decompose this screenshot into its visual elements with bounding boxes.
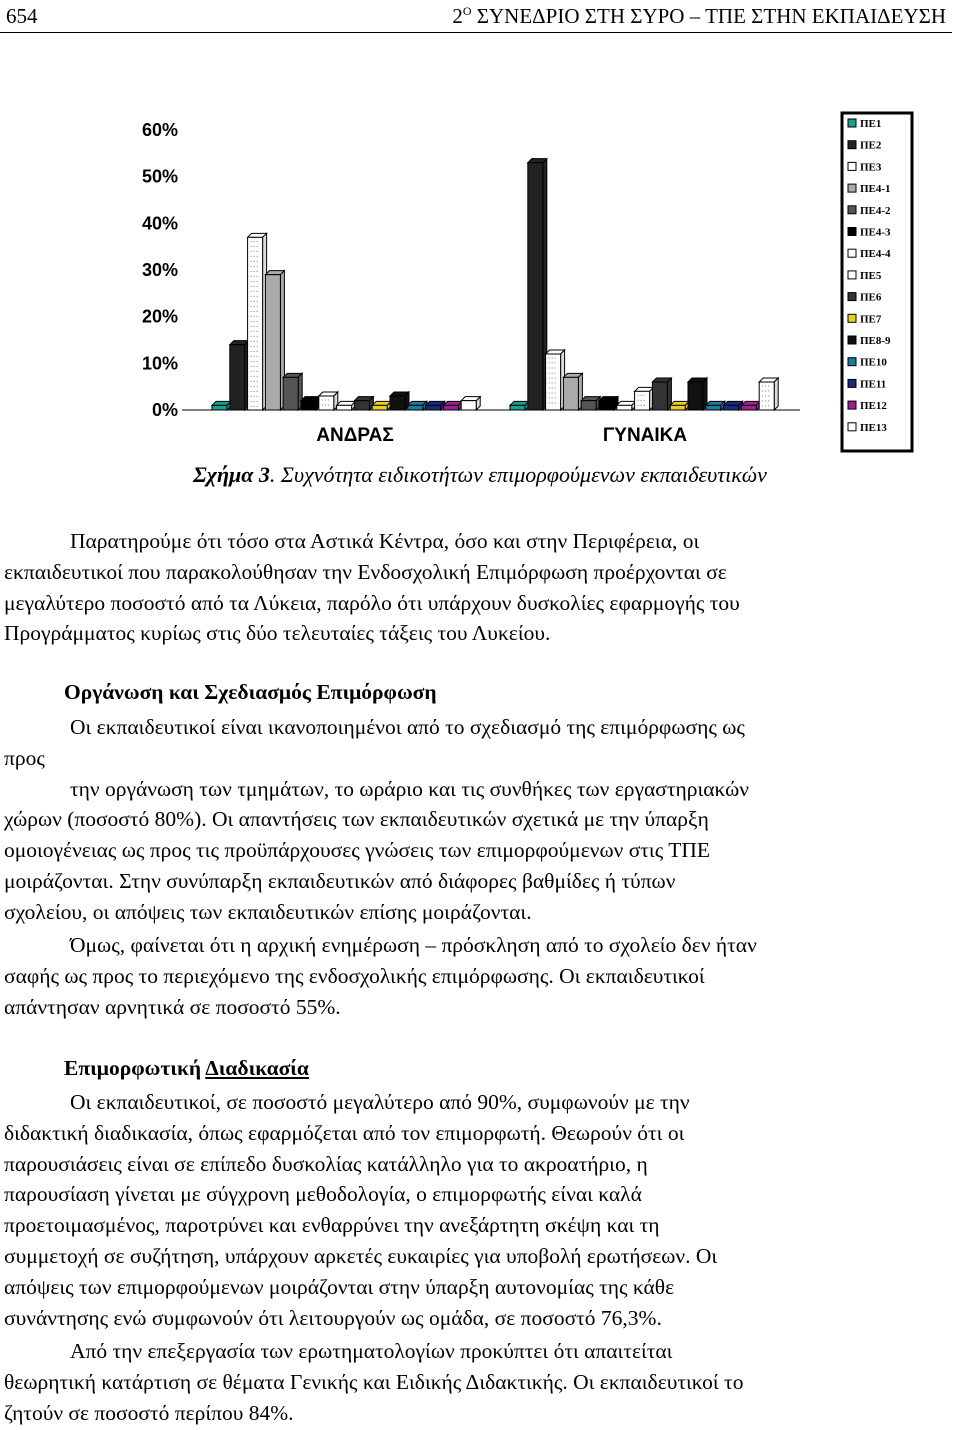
figure-caption-text: . Συχνότητα ειδικοτήτων επιμορφούμενων εκπαιδευτικών: [269, 462, 767, 487]
paragraph-5: [4, 1336, 954, 1428]
figure-caption: [0, 462, 960, 488]
text-line: συνάντησης ενώ συμφωνούν ότι λειτουργούν ως ομάδα, σε ποσοστό 76,3%.: [4, 1305, 662, 1330]
text-line: προς: [4, 745, 45, 770]
bar: [617, 405, 632, 410]
text-line: Οι εκπαιδευτικοί, σε ποσοστό μεγαλύτερο από 90%, συμφωνούν με την: [70, 1090, 690, 1114]
legend-label: ΠΕ4-1: [860, 183, 891, 196]
legend-label: ΠΕ4-4: [860, 248, 891, 261]
legend-label: ΠΕ11: [860, 378, 887, 391]
legend-swatch: [848, 379, 856, 387]
legend-label: ΠΕ5: [860, 269, 882, 282]
legend-swatch: [848, 249, 856, 257]
legend-label: ΠΕ4-2: [860, 204, 891, 217]
text-line: σαφής ως προς το περιεχόμενο της ενδοσχολικής επιμόρφωσης. Οι εκπαιδευτικοί: [4, 963, 705, 988]
y-tick-label: 60%: [141, 120, 178, 140]
text-line: εκπαιδευτικοί που παρακολούθησαν την Ενδοσχολική Επιμόρφωση προέρχονται σε: [4, 559, 727, 584]
bar: [283, 377, 298, 410]
bar: [212, 405, 227, 410]
y-tick-label: 20%: [141, 306, 178, 327]
text-line: παρουσιάσεις είναι σε επίπεδο δυσκολίας κατάλληλο για το ακροατήριο, η: [4, 1151, 648, 1176]
legend-swatch: [848, 401, 856, 409]
legend-label: ΠΕ12: [860, 400, 887, 413]
running-title-superscript: Ο: [462, 4, 472, 18]
legend-swatch: [848, 184, 856, 192]
y-tick-label: 50%: [141, 166, 178, 187]
paragraph-1: [4, 526, 954, 649]
bar: [652, 382, 667, 410]
legend-label: ΠΕ1: [860, 118, 882, 130]
text-line: διδακτική διαδικασία, όπως εφαρμόζεται από τον επιμορφωτή. Θεωρούν ότι οι: [4, 1120, 685, 1145]
bar: [408, 405, 423, 410]
bar: [265, 275, 280, 410]
text-line: Όμως, φαίνεται ότι η αρχική ενημέρωση – πρόσκληση από το σχολείο δεν ήταν: [70, 933, 757, 957]
page-number: 654: [6, 4, 38, 28]
bar: [724, 405, 739, 410]
bar: [546, 354, 561, 410]
legend-swatch: [848, 141, 856, 149]
legend-swatch: [848, 228, 856, 236]
figure-label: Σχήμα 3: [193, 462, 270, 487]
text-line: Από την επεξεργασία των ερωτηματολογίων προκύπτει ότι απαιτείται: [70, 1339, 673, 1363]
running-title-text: ΣΥΝΕΔΡΙΟ ΣΤΗ ΣΥΡΟ – ΤΠΕ ΣΤΗΝ ΕΚΠΑΙΔΕΥΣΗ: [476, 4, 946, 28]
y-tick-label: 40%: [141, 213, 178, 234]
legend-label: ΠΕ3: [860, 161, 882, 174]
bar: [372, 405, 387, 410]
bar: [337, 405, 352, 410]
bar: [670, 405, 685, 410]
paragraph-3: [4, 930, 954, 1022]
bar: [443, 405, 458, 410]
legend-label: ΠΕ4-3: [860, 226, 891, 239]
bar-side: [774, 378, 778, 410]
text-line: συμμετοχή σε συζήτηση, υπάρχουν αρκετές ευκαιρίες για υποβολή ερωτήσεων. Οι: [4, 1243, 718, 1268]
text-line: παρουσίαση γίνεται με σύγχρονη μεθοδολογία, ο επιμορφωτής είναι καλά: [4, 1182, 642, 1207]
bar: [390, 396, 405, 410]
bar: [461, 401, 476, 410]
bar: [635, 391, 650, 410]
bar: [230, 345, 245, 410]
category-label: ΓΥΝΑΙΚΑ: [602, 425, 688, 446]
legend-swatch: [848, 206, 856, 214]
legend-swatch: [848, 119, 856, 127]
text-line: χώρων (ποσοστό 80%). Οι απαντήσεις των εκπαιδευτικών σχετικά με την ύπαρξη: [4, 807, 709, 832]
bar: [248, 237, 263, 410]
specialty-frequency-chart: [100, 105, 920, 457]
legend-label: ΠΕ6: [860, 291, 882, 304]
legend-swatch: [848, 423, 856, 431]
bar: [688, 382, 703, 410]
legend-label: ΠΕ13: [860, 421, 887, 434]
page-header: [0, 0, 952, 33]
bar: [301, 401, 316, 410]
y-tick-label: 30%: [141, 260, 178, 280]
legend-swatch: [848, 271, 856, 279]
bar: [426, 405, 441, 410]
legend-swatch: [848, 358, 856, 366]
legend-swatch: [848, 293, 856, 301]
legend-swatch: [848, 162, 856, 170]
text-line: ζητούν σε ποσοστό περίπου 84%.: [4, 1400, 294, 1425]
text-line: μεγαλύτερο ποσοστό από τα Λύκεια, παρόλο ότι υπάρχουν δυσκολίες εφαρμογής του: [4, 590, 740, 615]
legend-label: ΠΕ10: [860, 356, 887, 369]
bar: [741, 405, 756, 410]
text-line: μοιράζονται. Στην συνύπαρξη εκπαιδευτικών από διάφορες βαθμίδες ή τύπων: [4, 868, 676, 893]
section-heading-process: Επιμορφωτική Διαδικασία: [64, 1056, 309, 1080]
legend-label: ΠΕ8-9: [860, 335, 891, 347]
bar: [581, 401, 596, 410]
bar: [563, 377, 578, 410]
text-line: απόψεις των επιμορφούμενων μοιράζονται στην ύπαρξη αυτονομίας της κάθε: [4, 1274, 675, 1299]
bar: [510, 405, 525, 410]
text-line: σχολείου, οι απόψεις των εκπαιδευτικών επίσης μοιράζονται.: [4, 899, 532, 924]
bar: [706, 405, 721, 410]
paragraph-2: [4, 712, 954, 928]
text-line: προετοιμασμένος, παροτρύνει και ενθαρρύνει την ανεξάρτητη σκέψη και τη: [4, 1213, 660, 1238]
bar: [528, 163, 543, 410]
text-line: Προγράμματος κυρίως στις δύο τελευταίες τάξεις του Λυκείου.: [4, 621, 551, 646]
bar: [759, 382, 774, 410]
legend-swatch: [848, 314, 856, 322]
paragraph-4: [4, 1087, 954, 1333]
bar: [354, 401, 369, 410]
text-line: απάντησαν αρνητικά σε ποσοστό 55%.: [4, 994, 341, 1019]
y-tick-label: 0%: [151, 400, 178, 420]
bar: [599, 401, 614, 410]
running-title-number: 2: [452, 4, 463, 28]
text-line: την οργάνωση των τμημάτων, το ωράριο και τις συνθήκες των εργαστηριακών: [70, 776, 750, 801]
category-label: ΑΝΔΡΑΣ: [316, 425, 394, 446]
running-title: [452, 4, 946, 29]
text-line: Οι εκπαιδευτικοί είναι ικανοποιημένοι από το σχεδιασμό της επιμόρφωσης ως: [70, 715, 745, 739]
section-heading-organization: Οργάνωση και Σχεδιασμός Επιμόρφωση: [64, 680, 437, 704]
text-line: θεωρητική κατάρτιση σε θέματα Γενικής και Ειδικής Διδακτικής. Οι εκπαιδευτικοί το: [4, 1369, 744, 1394]
legend-label: ΠΕ7: [860, 313, 882, 326]
y-tick-label: 10%: [141, 353, 178, 374]
legend-swatch: [848, 336, 856, 344]
text-line: ομοιογένειας ως προς τις προϋπάρχουσες γνώσεις των επιμορφούμενων στις ΤΠΕ: [4, 838, 711, 863]
text-line: Παρατηρούμε ότι τόσο στα Αστικά Κέντρα, όσο και στην Περιφέρεια, οι: [70, 529, 700, 553]
legend-label: ΠΕ2: [860, 139, 882, 152]
bar: [319, 396, 334, 410]
